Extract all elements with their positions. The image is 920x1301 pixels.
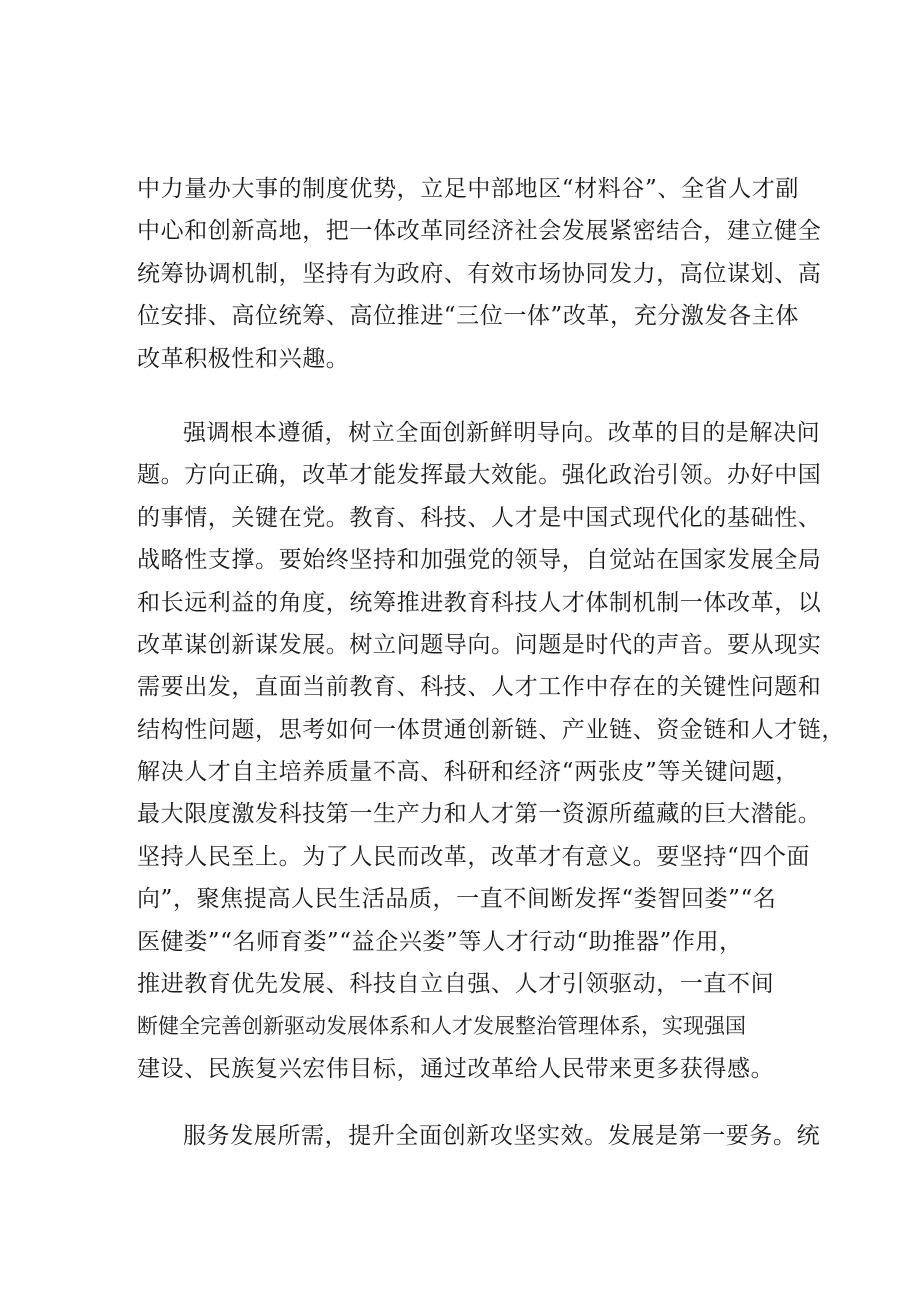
paragraph-spacing (137, 380, 797, 412)
paragraph-1 (137, 168, 822, 380)
text-line: 坚持人民至上。为了人民而改革，改革才有意义。要坚持“四个面 (137, 843, 811, 870)
text-line: 医健娄”“名师育娄”“益企兴娄”等人才行动“助推器”作用， (137, 928, 743, 955)
paragraph-3 (137, 1115, 821, 1157)
text-line: 服务发展所需，提升全面创新攻坚实效。发展是第一要务。统 (183, 1123, 821, 1150)
text-line: 中心和创新高地，把一体改革同经济社会发展紧密结合，建立健全 (137, 218, 822, 245)
paragraph-2 (137, 412, 845, 1090)
paragraph-spacing (137, 1090, 797, 1115)
text-line: 改革谋创新谋发展。树立问题导向。问题是时代的声音。要从现实 (137, 631, 822, 658)
text-line: 断健全完善创新驱动发展体系和人才发展整治管理体系，实现强国 (137, 1014, 746, 1039)
text-line: 强调根本遵循，树立全面创新鲜明导向。改革的目的是解决问 (183, 419, 821, 446)
text-line: 建设、民族复兴宏伟目标，通过改革给人民带来更多获得感。 (137, 1055, 775, 1082)
text-line: 最大限度激发科技第一生产力和人才第一资源所蕴藏的巨大潜能。 (137, 801, 822, 828)
text-line: 位安排、高位统筹、高位推进“三位一体”改革，充分激发各主体 (137, 303, 799, 330)
text-line: 战略性支撑。要始终坚持和加强党的领导，自觉站在国家发展全局 (137, 547, 822, 574)
text-line: 改革积极性和兴趣。 (137, 345, 350, 372)
text-line: 的事情，关键在党。教育、科技、人才是中国式现代化的基础性、 (137, 504, 822, 531)
text-line: 解决人才自主培养质量不高、科研和经济“两张皮”等关键问题， (137, 759, 799, 786)
text-line: 结构性问题，思考如何一体贯通创新链、产业链、资金链和人才链， (137, 716, 845, 743)
text-line: 和长远利益的角度，统筹推进教育科技人才体制机制一体改革，以 (137, 589, 822, 616)
text-line: 推进教育优先发展、科技自立自强、人才引领驱动，一直不间 (137, 971, 775, 998)
document-body (137, 168, 845, 1158)
text-line: 需要出发，直面当前教育、科技、人才工作中存在的关键性问题和 (137, 674, 822, 701)
text-line: 题。方向正确，改革才能发挥最大效能。强化政治引领。办好中国 (137, 462, 822, 489)
text-line: 统筹协调机制，坚持有为政府、有效市场协同发力，高位谋划、高 (137, 260, 822, 287)
text-line: 向”，聚焦提高人民生活品质，一直不间断发挥“娄智回娄”“名 (137, 886, 777, 913)
text-line: 中力量办大事的制度优势，立足中部地区“材料谷”、全省人才副 (137, 176, 799, 202)
